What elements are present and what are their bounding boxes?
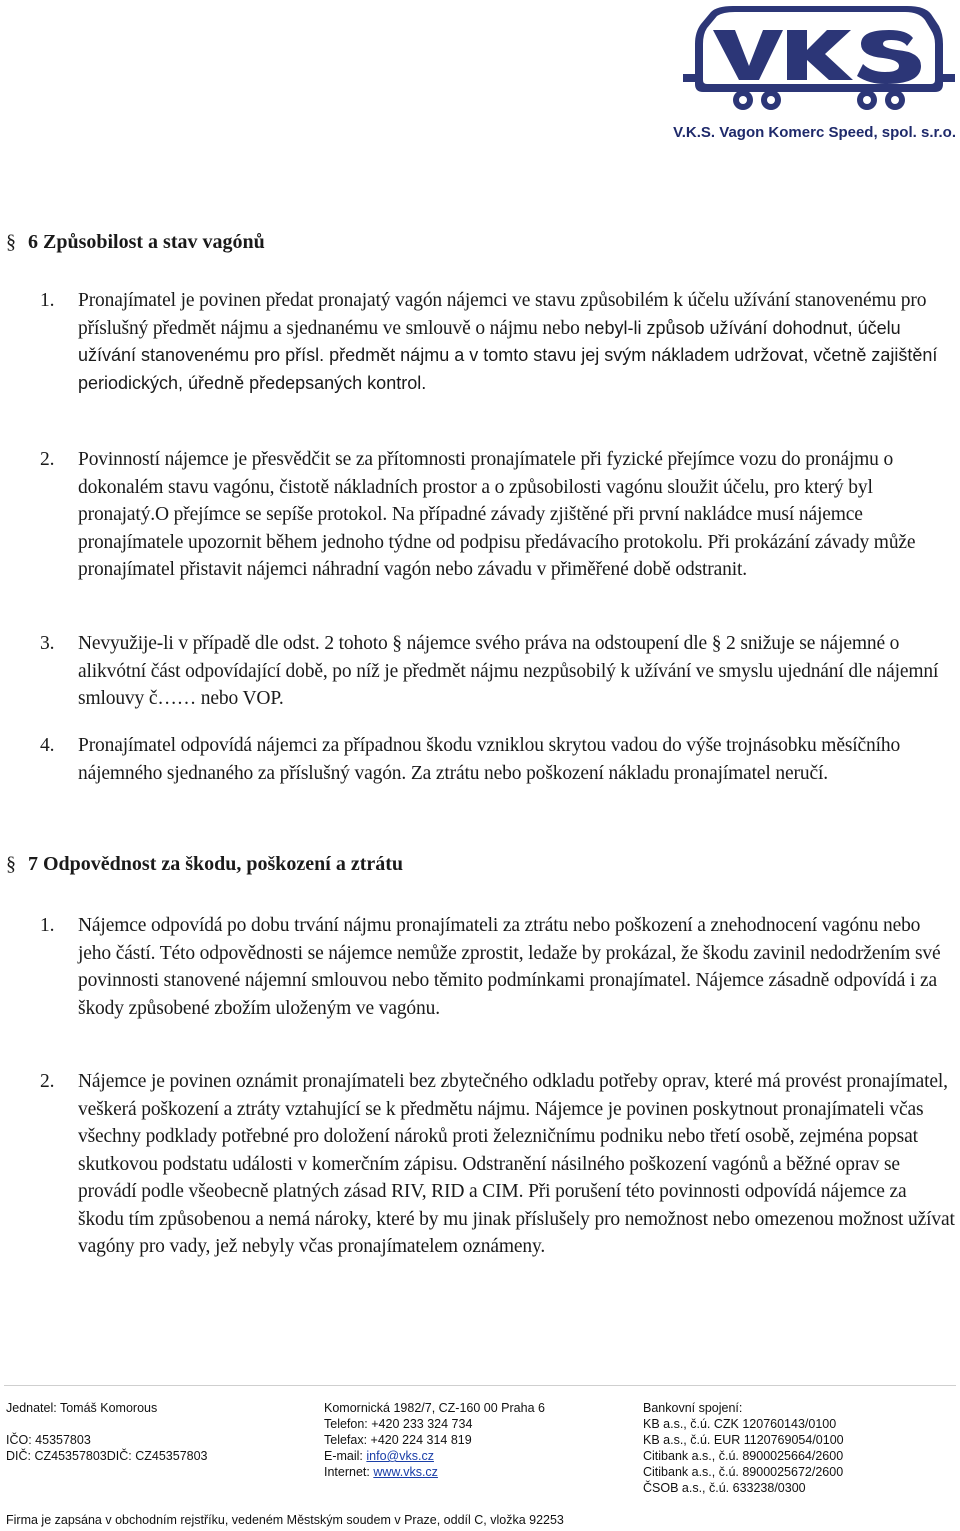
bank-line: KB a.s., č.ú. CZK 120760143/0100 (643, 1417, 837, 1431)
footer-company-info (6, 1400, 208, 1464)
section-6-item-1 (40, 287, 955, 397)
section-6-item-3 (40, 630, 955, 713)
item-number: 3. (40, 633, 55, 654)
item-text: Nájemce je povinen oznámit pronajímateli bez zbytečného odkladu potřeby oprav, které má provést pronajímatel, veškerá poškození a ztráty vztahující se k předmětu nájmu. Nájemce je povinen poskytnout pronajímateli včas všechny podklady potřebné pro doložení nároků proti železničnímu podniku nebo třetí osobě, zejména popsat skutkovou podstatu události v komerčním zápisu. Odstranění násilného poškození vagónů a běžné oprav se provádí podle všeobecně platných zásad RIV, RID a CIM. Při porušení této povinnosti odpovídá nájemce za škodu tím způsobenou a nemá nároky, které by mu jinak příslušely pro nemožnost nebo omezenou možnost užívat vagóny pro vady, jež nebyly včas pronajímatelem oznámeny. (78, 1071, 955, 1257)
section-6-heading (6, 230, 265, 254)
bank-line: KB a.s., č.ú. EUR 1120769054/0100 (643, 1433, 844, 1447)
footer-ico: IČO: 45357803 (6, 1433, 91, 1447)
website-link[interactable]: www.vks.cz (373, 1465, 438, 1479)
vks-logo (677, 4, 959, 112)
footer-jednatel: Jednatel: Tomáš Komorous (6, 1401, 158, 1415)
footer-web-row: Internet: www.vks.cz (324, 1465, 438, 1479)
footer-divider (4, 1385, 956, 1386)
section-6-item-4 (40, 732, 955, 787)
section-7-item-2 (40, 1068, 955, 1261)
item-number: 1. (40, 915, 55, 936)
section-6-title: 6 Způsobilost a stav vagónů (28, 231, 265, 253)
section-6-item-2 (40, 446, 955, 584)
email-link[interactable]: info@vks.cz (366, 1449, 434, 1463)
section-7-item-1 (40, 912, 955, 1022)
item-number: 4. (40, 735, 55, 756)
item-number: 2. (40, 1071, 55, 1092)
item-number: 2. (40, 449, 55, 470)
item-text: Povinností nájemce je přesvědčit se za přítomnosti pronajímatele při fyzické přejímce vozu do pronájmu o dokonalém stavu vagónu, čistotě nákladních prostor a o způsobilosti vagónu sloužit účelu, pro který byl pronajatý.O přejímce se sepíše protokol. Na případné závady zjištěné při první nakládce musí nájemce pronajímatele upozornit během jednoho týdne od podpisu předávacího protokolu. Při prokázání závady může pronajímatel přistavit nájemci náhradní vagón nebo závadu v přiměřené době odstranit. (78, 449, 916, 580)
footer-dic: DIČ: CZ45357803DIČ: CZ45357803 (6, 1449, 208, 1463)
bank-line: ČSOB a.s., č.ú. 633238/0300 (643, 1481, 806, 1495)
section-7-heading (6, 852, 403, 876)
section-symbol: § (6, 853, 16, 875)
bank-line: Citibank a.s., č.ú. 8900025672/2600 (643, 1465, 844, 1479)
footer-bank-title: Bankovní spojení: (643, 1401, 743, 1415)
footer-fax: Telefax: +420 224 314 819 (324, 1433, 472, 1447)
footer-phone: Telefon: +420 233 324 734 (324, 1417, 473, 1431)
item-text: Nevyužije-li v případě dle odst. 2 tohoto § nájemce svého práva na odstoupení dle § 2 snižuje se nájemné o alikvótní část odpovídající době, po níž je předmět nájmu nezpůsobilý k užívání ve smyslu ujednání dle nájemní smlouvy č…… nebo VOP. (78, 633, 939, 709)
footer-registry: Firma je zapsána v obchodním rejstříku, vedeném Městským soudem v Praze, oddíl C, vložka 92253 (6, 1513, 564, 1527)
company-name: V.K.S. Vagon Komerc Speed, spol. s.r.o. (673, 124, 956, 141)
bank-line: Citibank a.s., č.ú. 8900025664/2600 (643, 1449, 844, 1463)
footer-address: Komornická 1982/7, CZ-160 00 Praha 6 (324, 1401, 545, 1415)
section-7-title: 7 Odpovědnost za škodu, poškození a ztrátu (28, 853, 404, 875)
section-symbol: § (6, 231, 16, 253)
footer-bank (643, 1400, 844, 1496)
footer-email-row: E-mail: info@vks.cz (324, 1449, 434, 1463)
item-text: Pronajímatel odpovídá nájemci za případnou škodu vzniklou skrytou vadou do výše trojnásobku měsíčního nájemného sjednaného za příslušný vagón. Za ztrátu nebo poškození nákladu pronajímatel neručí. (78, 735, 901, 784)
item-text: Pronajímatel je povinen předat pronajatý vagón nájemci ve stavu způsobilém k účelu užívání stanovenému pro příslušný předmět nájmu a sjednanému ve smlouvě o nájmu nebo nebyl-li způsob užívání dohodnut, účelu užívání stanovenému pro přísl. předmět nájmu a v tomto stavu jej svým nákladem udržovat, včetně zajištění periodických, úředně předepsaných kontrol. (78, 290, 938, 393)
item-number: 1. (40, 290, 55, 311)
footer-contact (324, 1400, 545, 1480)
item-text: Nájemce odpovídá po dobu trvání nájmu pronajímateli za ztrátu nebo poškození a znehodnocení vagónu nebo jeho částí. Této odpovědnosti se nájemce nemůže zprostit, ledaže by prokázal, že škodu zavinil nedodržením své povinnosti stanovené nájemní smlouvou nebo těmito podmínkami pronajímatel. Nájemce zásadně odpovídá i za škody způsobené zbožím uloženým ve vagónu. (78, 915, 941, 1019)
